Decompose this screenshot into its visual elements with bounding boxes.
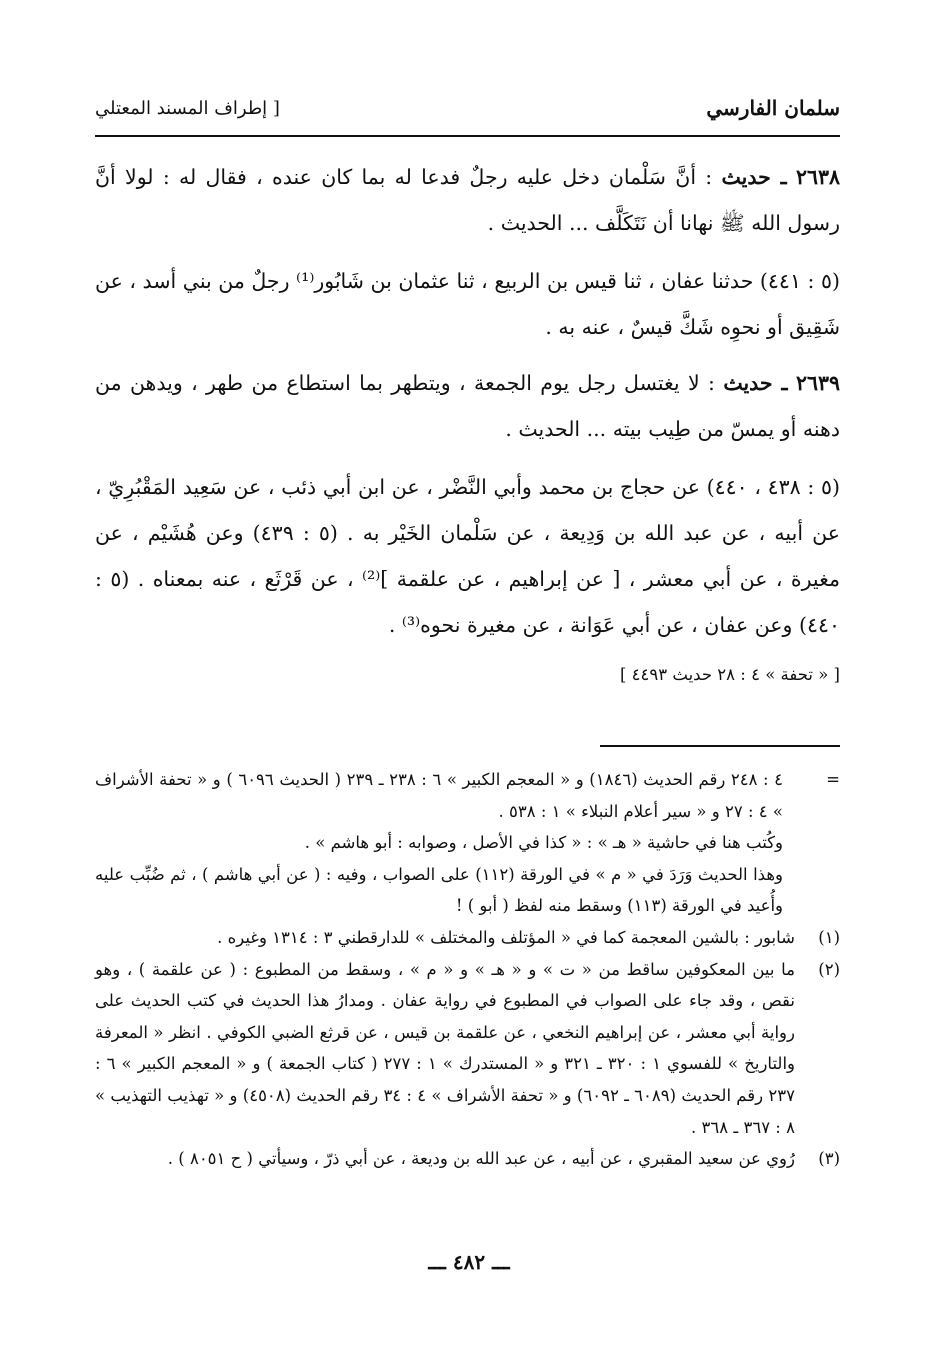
footnote-mark: = (826, 770, 840, 789)
hadith-text: : لا يغتسل رجل يوم الجمعة ، ويتطهر بما استطاع من طهر ، ويدهن من دهنه أو يمسّ من طِيب بيته ... الحديث . (95, 371, 840, 441)
footnote-line: وكُتب هنا في حاشية « هـ » : « كذا في الأصل ، وصوابه : أبو هاشم » . (304, 833, 783, 853)
footnote-text: ما بين المعكوفين ساقط من « ت » و « هـ » و « م » ، وسقط من المطبوع : ( عن علقمة ) ، وهو نقص ، وقد جاء على الصواب في المطبوع في رواية عفان . ومدارُ هذا الحديث في كتب الحديث على رواية أبي معشر ، عن إبراهيم النخعي ، عن علقمة بن قيس ، عن قرثع الضبي الكوفي . انظر « المعرفة والتاريخ » للفسوي ١ : ٣٢٠ ـ ٣٢١ و « المستدرك » ١ : ٢٧٧ ( كتاب الجمعة ) و « المعجم الكبير » ٦ : ٢٣٧ رقم الحديث (٦٠٨٩ ـ ٦٠٩٢) و « تحفة الأشراف » ٤ : ٣٤ رقم الحديث (٤٥٠٨) و « تهذيب التهذيب » ٨ : ٣٦٧ ـ ٣٦٨ . (95, 959, 796, 1137)
hadith-number: ٢٦٣٩ (795, 371, 840, 395)
footnote-mark: (٣) (818, 1149, 840, 1169)
footnote-mark: (١) (818, 927, 840, 947)
footnote-divider (600, 745, 840, 747)
footnote-line: وهذا الحديث وَرَدَ في « م » في الورقة (١١٢) على الصواب ، وفيه : ( عن أبي هاشم ) ، ثم ضُبِّب عليه وأُعيد في الورقة (١١٣) وسقط منه لفظ ( أبو ) ! (95, 864, 783, 916)
hadith-label: ـ حديث (723, 371, 788, 395)
footnote-2 (95, 954, 840, 1144)
chapter-title: سلمان الفارسي (706, 96, 840, 120)
book-title: [ إطراف المسند المعتلي (95, 98, 280, 119)
hadith-2638-matn (95, 154, 840, 246)
footnote-3 (95, 1143, 840, 1175)
hadith-number: ٢٦٣٨ (795, 165, 840, 189)
footnote-1 (95, 922, 840, 954)
running-header (95, 96, 840, 132)
header-divider (95, 135, 840, 137)
footnote-line: ٤ : ٢٤٨ رقم الحديث (١٨٤٦) و « المعجم الكبير » ٦ : ٢٣٨ ـ ٢٣٩ ( الحديث ٦٠٩٦ ) و « تحفة الأشراف » ٤ : ٢٧ و « سير أعلام النبلاء » ١ : ٥٣٨ . (95, 770, 783, 821)
hadith-label: ـ حديث (721, 165, 787, 189)
hadith-text: : أنَّ سَلْمان دخل عليه رجلٌ فدعا له بما كان عنده ، فقال له : لولا أنَّ رسول الله ﷺ نهانا أن نَتَكَلَّف ... الحديث . (95, 165, 840, 235)
hadith-2639-isnad: (٥ : ٤٣٨ ، ٤٤٠) عن حجاج بن محمد وأبي النَّضْر ، عن ابن أبي ذئب ، عن سَعِيد المَقْبُرِيّ ، عن أبيه ، عن عبد الله بن وَدِيعة ، عن سَلْمان الخَيْر به . (٥ : ٤٣٩) وعن هُشَيْم ، عن مغيرة ، عن أبي معشر ، [ عن إبراهيم ، عن علقمة ]⁽²⁾ ، عن قَرْثَع ، عنه بمعناه . (٥ : ٤٤٠) وعن عفان ، عن أبي عَوَانة ، عن مغيرة نحوه⁽³⁾ . (95, 475, 840, 637)
page-number: ـــ ٤٨٢ ـــ (428, 1250, 510, 1274)
footnote-text: رُوي عن سعيد المقبري ، عن أبيه ، عن عبد الله بن وديعة ، عن أبي ذرّ ، وسيأتي ( ح ٨٠٥١ ) . (167, 1149, 795, 1169)
footnote-continued (95, 764, 840, 922)
footnote-mark: (٢) (818, 959, 840, 979)
tuhfa-reference: [ « تحفة » ٤ : ٢٨ حديث ٤٤٩٣ ] (619, 665, 840, 684)
footnote-text: شابور : بالشين المعجمة كما في « المؤتلف والمختلف » للدارقطني ٣ : ١٣١٤ وغيره . (217, 927, 795, 947)
hadith-2638-isnad: (٥ : ٤٤١) حدثنا عفان ، ثنا قيس بن الربيع ، ثنا عثمان بن شَابُور⁽¹⁾ رجلٌ من بني أسد ، عن شَقِيق أو نحوِه شَكَّ قيسٌ ، عنه به . (95, 269, 840, 339)
hadith-2639-matn (95, 360, 840, 452)
footnotes (95, 764, 840, 1175)
